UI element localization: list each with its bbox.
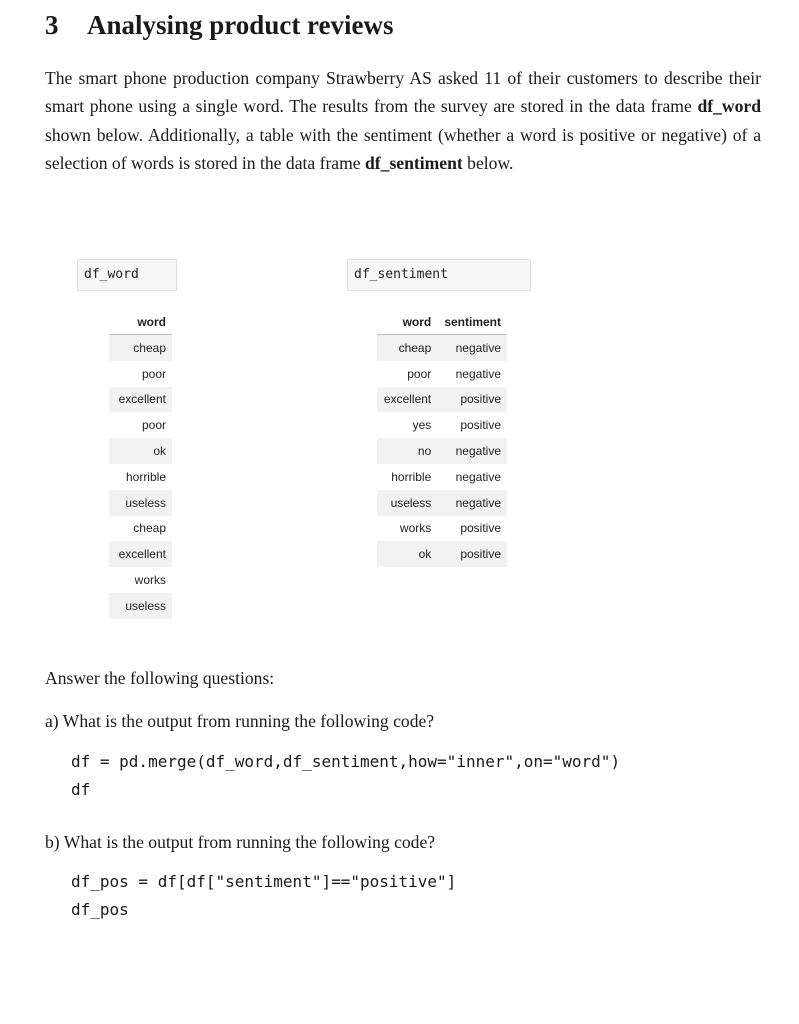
section-heading	[45, 10, 394, 41]
df-word-header: word	[109, 310, 172, 335]
df-word-cell: excellent	[109, 387, 172, 413]
code-block-a	[71, 748, 620, 804]
table-row	[377, 541, 507, 567]
table-row	[377, 490, 507, 516]
df-word-table	[109, 310, 172, 619]
df-sentiment-value-cell: negative	[437, 438, 507, 464]
df-sentiment-header-word: word	[377, 310, 437, 335]
code-b-line-2: df_pos	[71, 900, 129, 919]
df-sentiment-word-cell: useless	[377, 490, 437, 516]
df-sentiment-value-cell: positive	[437, 387, 507, 413]
questions-intro: Answer the following questions:	[45, 668, 275, 688]
df-word-cell: poor	[141, 418, 166, 433]
table-row	[109, 464, 172, 490]
df-sentiment-header-sentiment: sentiment	[437, 310, 507, 335]
df-word-cell: works	[134, 573, 166, 588]
table-row	[109, 593, 172, 619]
intro-text-2: shown below. Additionally, a table with the sentiment (whether a word is positive or negative) of a selection of words is stored in the data frame	[45, 124, 761, 174]
df-word-cell: ok	[109, 438, 172, 464]
table-row	[377, 464, 507, 490]
df-sentiment-value-cell: negative	[455, 366, 501, 381]
df-sentiment-value-cell: positive	[437, 541, 507, 567]
intro-df-sentiment: df_sentiment	[365, 153, 463, 174]
intro-text-1: The smart phone production company Strawberry AS asked 11 of their customers to describe their smart phone using a single word. The results from the survey are stored in the data frame	[45, 68, 761, 117]
table-row	[377, 361, 507, 387]
section-title: Analysing product reviews	[87, 10, 394, 40]
df-word-label: df_word	[77, 259, 177, 291]
table-row	[109, 387, 172, 413]
table-row	[109, 412, 172, 438]
df-sentiment-word-cell: horrible	[391, 469, 432, 484]
intro-text-3: below.	[462, 153, 514, 174]
df-word-cell: horrible	[125, 469, 166, 484]
question-a-label: a)	[45, 711, 59, 731]
df-sentiment-value-cell: positive	[460, 521, 501, 536]
section-number: 3	[45, 10, 59, 40]
df-sentiment-word-cell: poor	[407, 366, 432, 381]
table-row	[109, 541, 172, 567]
table-row	[109, 567, 172, 593]
table-row	[377, 438, 507, 464]
table-row	[109, 516, 172, 542]
df-sentiment-table	[377, 310, 507, 567]
table-row	[109, 438, 172, 464]
df-word-cell: excellent	[109, 541, 172, 567]
question-a	[45, 711, 434, 732]
table-row	[377, 387, 507, 413]
code-a-line-1: df = pd.merge(df_word,df_sentiment,how="inner",on="word")	[71, 752, 621, 771]
code-a-line-2: df	[71, 780, 91, 799]
df-sentiment-word-cell: works	[399, 521, 432, 536]
question-b-text: What is the output from running the following code?	[63, 832, 436, 852]
code-block-b	[71, 868, 456, 924]
intro-df-word: df_word	[697, 96, 761, 117]
df-sentiment-label: df_sentiment	[347, 259, 531, 291]
table-row	[377, 516, 507, 542]
table-row	[109, 335, 172, 361]
df-word-cell: useless	[109, 490, 172, 516]
df-sentiment-value-cell: negative	[437, 490, 507, 516]
df-word-cell: cheap	[133, 521, 166, 536]
intro-paragraph	[45, 64, 761, 178]
df-sentiment-value-cell: negative	[437, 335, 507, 361]
table-row	[109, 490, 172, 516]
table-row	[377, 412, 507, 438]
df-sentiment-word-cell: cheap	[377, 335, 437, 361]
df-word-cell: cheap	[109, 335, 172, 361]
df-sentiment-word-cell: ok	[377, 541, 437, 567]
df-sentiment-value-cell: negative	[455, 469, 501, 484]
df-sentiment-word-cell: no	[377, 438, 437, 464]
df-sentiment-word-cell: yes	[412, 418, 432, 433]
df-word-cell: poor	[141, 366, 166, 381]
code-b-line-1: df_pos = df[df["sentiment"]=="positive"]	[71, 872, 457, 891]
question-a-text: What is the output from running the following code?	[62, 711, 435, 731]
df-sentiment-word-cell: excellent	[377, 387, 437, 413]
df-sentiment-value-cell: positive	[460, 418, 501, 433]
question-b-label: b)	[45, 832, 60, 852]
question-b	[45, 832, 435, 853]
table-row	[109, 361, 172, 387]
df-word-cell: useless	[109, 593, 172, 619]
table-row	[377, 335, 507, 361]
